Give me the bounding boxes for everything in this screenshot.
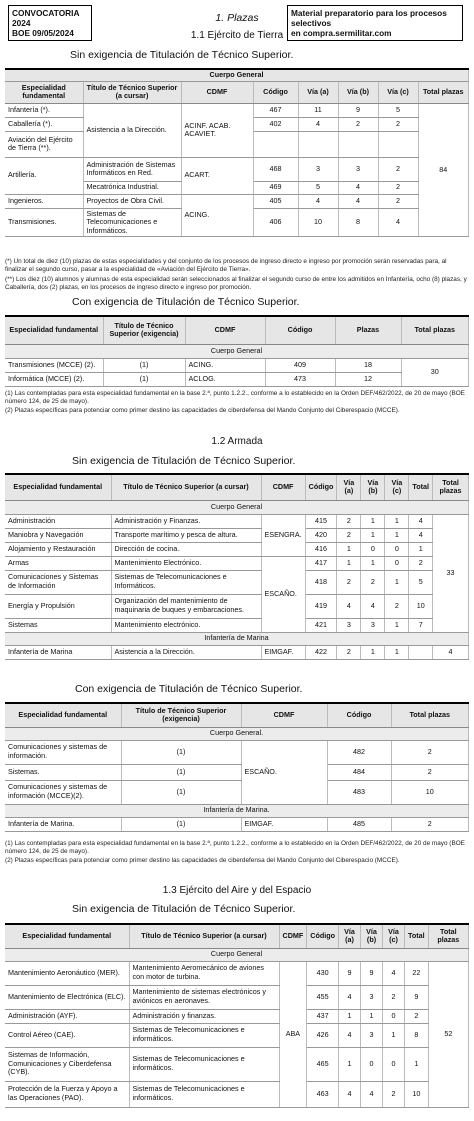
col-header: Vía (a): [298, 81, 338, 103]
footnote: (1) Las contempladas para esta especialidad fundamental en la base 2.ª, punto 1.2.2., conforme a lo establecido en la Orden DEF/462/2022, de 20 de mayo (BOE número 124, de 25 de mayo).: [5, 390, 465, 405]
s12-sin-heading: Sin exigencia de Titulación de Técnico Superior.: [72, 455, 296, 467]
cell: 463: [307, 1081, 339, 1107]
cell: 418: [305, 570, 337, 594]
col-header: Código: [307, 924, 339, 948]
cell: 0: [385, 556, 409, 570]
cell: 4: [338, 181, 378, 194]
col-header: CDMF: [279, 924, 307, 948]
cell: Dirección de cocina.: [111, 542, 261, 556]
cell: 11: [298, 103, 338, 117]
cell: 4: [409, 514, 433, 528]
cell: Alojamiento y Restauración: [5, 542, 111, 556]
col-header: Total plazas: [391, 703, 469, 727]
cell: 465: [307, 1047, 339, 1081]
s11-sin-heading: Sin exigencia de Titulación de Técnico Superior.: [70, 49, 294, 61]
col-header: Total plazas: [401, 316, 469, 344]
cell: 426: [307, 1023, 339, 1047]
cell: 469: [253, 181, 298, 194]
col-header: Total: [409, 474, 433, 500]
section-1-1-title: 1.1 Ejército de Tierra: [190, 30, 284, 41]
cell: Comunicaciones y sistemas de información.: [5, 740, 121, 764]
col-header: CDMF: [241, 703, 327, 727]
cell: EIMGAF.: [261, 645, 305, 659]
cell: Sistemas de Telecomunicaciones e informáticos.: [129, 1047, 279, 1081]
cell: ACING.: [181, 194, 253, 237]
cell: (1): [121, 817, 241, 831]
cell: 1: [361, 645, 385, 659]
band: Cuerpo General: [5, 344, 469, 358]
cell: 9: [338, 103, 378, 117]
cell: 2: [378, 194, 418, 208]
cell: 0: [361, 1047, 383, 1081]
cell: ESCAÑO.: [241, 740, 327, 804]
cell: 0: [385, 542, 409, 556]
col-header: CDMF: [261, 474, 305, 500]
cell: 2: [361, 570, 385, 594]
cell: 422: [305, 645, 337, 659]
cell: 484: [327, 764, 391, 780]
cell: 1: [361, 1009, 383, 1023]
cell: 2: [378, 117, 418, 131]
cell: 2: [337, 514, 361, 528]
cell: Sistemas de Telecomunicaciones e Informáticos.: [111, 570, 261, 594]
col-header: Código: [265, 316, 335, 344]
cell: 1: [383, 1023, 405, 1047]
band: Cuerpo General: [5, 69, 469, 81]
cell: 2: [391, 764, 469, 780]
col-header: Vía (a): [339, 924, 361, 948]
cell: 430: [307, 961, 339, 985]
col-header: Título de Técnico Superior (exigencia): [121, 703, 241, 727]
col-header: Vía (c): [383, 924, 405, 948]
cell: 5: [378, 103, 418, 117]
col-header: Total plazas: [428, 924, 468, 948]
cell: ACART.: [181, 157, 253, 194]
cell: Organización del mantenimiento de maquinaria de buques y embarcaciones.: [111, 594, 261, 618]
col-header: Título de Técnico Superior (a cursar): [111, 474, 261, 500]
total-cell: 30: [401, 358, 469, 386]
cell: Administración de Sistemas Informáticos en Red.: [83, 157, 181, 181]
cell: (1): [121, 740, 241, 764]
cell: 4: [298, 194, 338, 208]
s13-sin-heading: Sin exigencia de Titulación de Técnico Superior.: [72, 903, 296, 915]
cell: 4: [337, 594, 361, 618]
cell: 1: [361, 528, 385, 542]
cell: Sistemas de Telecomunicaciones e informáticos.: [129, 1081, 279, 1107]
cell: 4: [383, 961, 405, 985]
footnote: (*) Un total de diez (10) plazas de estas especialidades y del conjunto de los procesos de ingreso directo e ingreso por promoción serán reservadas para, al finalizar el segundo curso, pasar a la especialidad de «Aviación del Ejército de Tierra».: [5, 258, 447, 273]
col-header: Total: [405, 924, 429, 948]
cell: Armas: [5, 556, 111, 570]
cell: Informática (MCCE) (2).: [5, 372, 103, 386]
cell: 4: [339, 1023, 361, 1047]
band: Infantería de Marina: [5, 632, 469, 645]
col-header: Vía (b): [338, 81, 378, 103]
cell: Control Aéreo (CAE).: [5, 1023, 129, 1047]
cell: Sistemas de Telecomunicaciones e Informáticos.: [83, 208, 181, 237]
cell: 9: [361, 961, 383, 985]
cell: 4: [409, 528, 433, 542]
cell: 4: [339, 1081, 361, 1107]
cell: Maniobra y Navegación: [5, 528, 111, 542]
cell: 2: [383, 1081, 405, 1107]
cell: 0: [361, 542, 385, 556]
cell: Sistemas de Telecomunicaciones e informáticos.: [129, 1023, 279, 1047]
cell: ABA: [279, 961, 307, 1107]
col-header: CDMF: [185, 316, 265, 344]
cell: 4: [338, 194, 378, 208]
col-header: Total plazas: [433, 474, 469, 500]
col-header: Especialidad fundamental: [5, 316, 103, 344]
cell: 4: [361, 594, 385, 618]
col-header: Vía (b): [361, 924, 383, 948]
cell: (1): [103, 358, 185, 372]
footnote: (2) Plazas específicas para potenciar como primer destino las capacidades de ciberdefensa del Mando Conjunto del Ciberespacio (MCCE).: [5, 857, 400, 864]
cell: 2: [391, 740, 469, 764]
cell: 9: [405, 985, 429, 1009]
cell: 3: [337, 618, 361, 632]
total-cell: 33: [433, 514, 469, 632]
total-cell: 4: [433, 645, 469, 659]
cell: Administración y Finanzas.: [111, 514, 261, 528]
cell: 482: [327, 740, 391, 764]
cell: 10: [391, 780, 469, 804]
cell: 1: [385, 570, 409, 594]
col-header: Total plazas: [418, 81, 469, 103]
s11-table: [5, 68, 469, 237]
cell: 1: [385, 514, 409, 528]
cell: 4: [339, 985, 361, 1009]
col-header: Especialidad fundamental: [5, 703, 121, 727]
cell: 10: [409, 594, 433, 618]
cell: 421: [305, 618, 337, 632]
cell: 473: [265, 372, 335, 386]
footnote: (1) Las contempladas para esta especialidad fundamental en la base 2.ª, punto 1.2.2., conforme a lo establecido en la Orden DEF/462/2022, de 20 de mayo (BOE número 124, de 25 de mayo).: [5, 840, 465, 855]
cell: 7: [409, 618, 433, 632]
cell: 1: [339, 1009, 361, 1023]
cell: 402: [253, 117, 298, 131]
cell: 417: [305, 556, 337, 570]
cell: 1: [385, 618, 409, 632]
cell: 8: [405, 1023, 429, 1047]
col-header: Título de Técnico Superior (exigencia): [103, 316, 185, 344]
cell: 420: [305, 528, 337, 542]
col-header: CDMF: [181, 81, 253, 103]
cell: Mantenimiento Electrónico.: [111, 556, 261, 570]
cell: Transporte marítimo y pesca de altura.: [111, 528, 261, 542]
col-header: Código: [327, 703, 391, 727]
cell: 0: [383, 1047, 405, 1081]
col-header: Especialidad fundamental: [5, 474, 111, 500]
cell: 467: [253, 103, 298, 117]
col-header: Código: [305, 474, 337, 500]
cell: ESCAÑO.: [261, 556, 305, 632]
total-cell: 52: [428, 961, 468, 1107]
cell: Asistencia a la Dirección.: [83, 103, 181, 157]
cell: Sistemas: [5, 618, 111, 632]
section-1-3-title: 1.3 Ejército del Aire y del Espacio: [162, 885, 312, 896]
cell: 468: [253, 157, 298, 181]
cell: 10: [405, 1081, 429, 1107]
cell: 1: [409, 542, 433, 556]
cell: ACINF. ACAB. ACAVIET.: [181, 103, 253, 157]
cell: 10: [298, 208, 338, 237]
footnote: (2) Plazas específicas para potenciar como primer destino las capacidades de ciberdefensa del Mando Conjunto del Ciberespacio (MCCE).: [5, 407, 400, 414]
cell: 1: [339, 1047, 361, 1081]
cell: 8: [338, 208, 378, 237]
cell: Mantenimiento Aeromecánico de aviones con motor de turbina.: [129, 961, 279, 985]
cell: (1): [121, 780, 241, 804]
cell: 409: [265, 358, 335, 372]
cell: Mantenimiento electrónico.: [111, 618, 261, 632]
cell: Energía y Propulsión: [5, 594, 111, 618]
cell: Aviación del Ejército de Tierra (**).: [5, 131, 83, 157]
cell: 406: [253, 208, 298, 237]
s12-con-heading: Con exigencia de Titulación de Técnico Superior.: [75, 683, 303, 695]
s12-table-2: [5, 702, 469, 832]
cell: 1: [385, 528, 409, 542]
cell: 3: [361, 618, 385, 632]
cell: 405: [253, 194, 298, 208]
cell: 455: [307, 985, 339, 1009]
cell: 2: [338, 117, 378, 131]
s11-table-2: [5, 315, 469, 387]
cell: 5: [298, 181, 338, 194]
cell: 2: [391, 817, 469, 831]
cell: Asistencia a la Dirección.: [111, 645, 261, 659]
col-header: Vía (a): [337, 474, 361, 500]
col-header: Especialidad fundamental: [5, 924, 129, 948]
band: Infantería de Marina.: [5, 804, 469, 817]
cell: Proyectos de Obra Civil.: [83, 194, 181, 208]
section-1-2-title: 1.2 Armada: [211, 436, 263, 447]
band: Cuerpo General: [5, 500, 469, 514]
col-header: Plazas: [335, 316, 401, 344]
cell: Mantenimiento de sistemas electrónicos y aviónicos en aeronaves.: [129, 985, 279, 1009]
promo-line-2: en compra.sermilitar.com: [291, 28, 392, 38]
cell: EIMGAF.: [241, 817, 327, 831]
cell: Administración: [5, 514, 111, 528]
cell: 485: [327, 817, 391, 831]
cell: Infantería de Marina.: [5, 817, 121, 831]
cell: 2: [337, 570, 361, 594]
cell: Comunicaciones y sistemas de información (MCCE)(2).: [5, 780, 121, 804]
cell: 3: [338, 157, 378, 181]
s11-con-heading: Con exigencia de Titulación de Técnico Superior.: [72, 296, 300, 308]
col-header: Especialidad fundamental: [5, 81, 83, 103]
cell: (1): [103, 372, 185, 386]
cell: Mantenimiento Aeronáutico (MER).: [5, 961, 129, 985]
band: Cuerpo General: [5, 948, 469, 961]
cell: 18: [335, 358, 401, 372]
cell: 22: [405, 961, 429, 985]
s13-table: [5, 923, 469, 1108]
cell: 419: [305, 594, 337, 618]
cell: Sistemas de Información, Comunicaciones y Ciberdefensa (CYB).: [5, 1047, 129, 1081]
cell: Caballería (*).: [5, 117, 83, 131]
convocatoria-label: CONVOCATORIA 2024: [12, 8, 80, 28]
cell: 1: [337, 556, 361, 570]
s12-table: [5, 473, 469, 660]
cell: 1: [405, 1047, 429, 1081]
cell: 4: [378, 208, 418, 237]
cell: Artillería.: [5, 157, 83, 194]
cell: 3: [298, 157, 338, 181]
cell: 1: [385, 645, 409, 659]
col-header: Vía (b): [361, 474, 385, 500]
cell: 416: [305, 542, 337, 556]
cell: Mecatrónica Industrial.: [83, 181, 181, 194]
col-header: Vía (c): [378, 81, 418, 103]
cell: 483: [327, 780, 391, 804]
cell: 2: [405, 1009, 429, 1023]
cell: 4: [361, 1081, 383, 1107]
cell: 3: [361, 985, 383, 1009]
cell: Ingenieros.: [5, 194, 83, 208]
cell: 415: [305, 514, 337, 528]
col-header: Código: [253, 81, 298, 103]
band: Cuerpo General.: [5, 727, 469, 740]
cell: 5: [409, 570, 433, 594]
cell: 2: [337, 528, 361, 542]
col-header: Título de Técnico Superior (a cursar): [83, 81, 181, 103]
col-header: Vía (c): [385, 474, 409, 500]
cell: 3: [361, 1023, 383, 1047]
cell: Administración (AYF).: [5, 1009, 129, 1023]
cell: Transmisiones (MCCE) (2).: [5, 358, 103, 372]
col-header: Título de Técnico Superior (a cursar): [129, 924, 279, 948]
cell: 4: [298, 117, 338, 131]
section-title: 1. Plazas: [215, 12, 259, 24]
promo-line-1: Material preparatorio para los procesos selectivos: [291, 8, 447, 28]
cell: 12: [335, 372, 401, 386]
cell: ESENGRA.: [261, 514, 305, 556]
cell: Administración y finanzas.: [129, 1009, 279, 1023]
cell: Sistemas.: [5, 764, 121, 780]
cell: 1: [361, 556, 385, 570]
cell: 9: [339, 961, 361, 985]
cell: (1): [121, 764, 241, 780]
cell: 437: [307, 1009, 339, 1023]
cell: Infantería de Marina: [5, 645, 111, 659]
cell: Mantenimiento de Electrónica (ELC).: [5, 985, 129, 1009]
cell: 1: [361, 514, 385, 528]
boe-label: BOE 09/05/2024: [12, 28, 74, 38]
cell: 2: [409, 556, 433, 570]
cell: Infantería (*).: [5, 103, 83, 117]
cell: 2: [385, 594, 409, 618]
cell: 0: [383, 1009, 405, 1023]
cell: 1: [337, 542, 361, 556]
cell: Transmisiones.: [5, 208, 83, 237]
cell: ACING.: [185, 358, 265, 372]
cell: 2: [378, 157, 418, 181]
total-cell: 84: [418, 103, 469, 237]
cell: Protección de la Fuerza y Apoyo a las Operaciones (PAO).: [5, 1081, 129, 1107]
cell: Comunicaciones y Sistemas de Información: [5, 570, 111, 594]
cell: ACLOG.: [185, 372, 265, 386]
cell: 2: [337, 645, 361, 659]
cell: 2: [383, 985, 405, 1009]
cell: 2: [378, 181, 418, 194]
footnote: (**) Los diez (10) alumnos y alumnas de esta especialidad serán seleccionados al finalizar el segundo curso de entre los admitidos en Infantería, ocho (8) plazas, y Caballería, dos (2) plazas, en los procesos de ingreso directo e ingreso por promoción.: [5, 276, 467, 291]
